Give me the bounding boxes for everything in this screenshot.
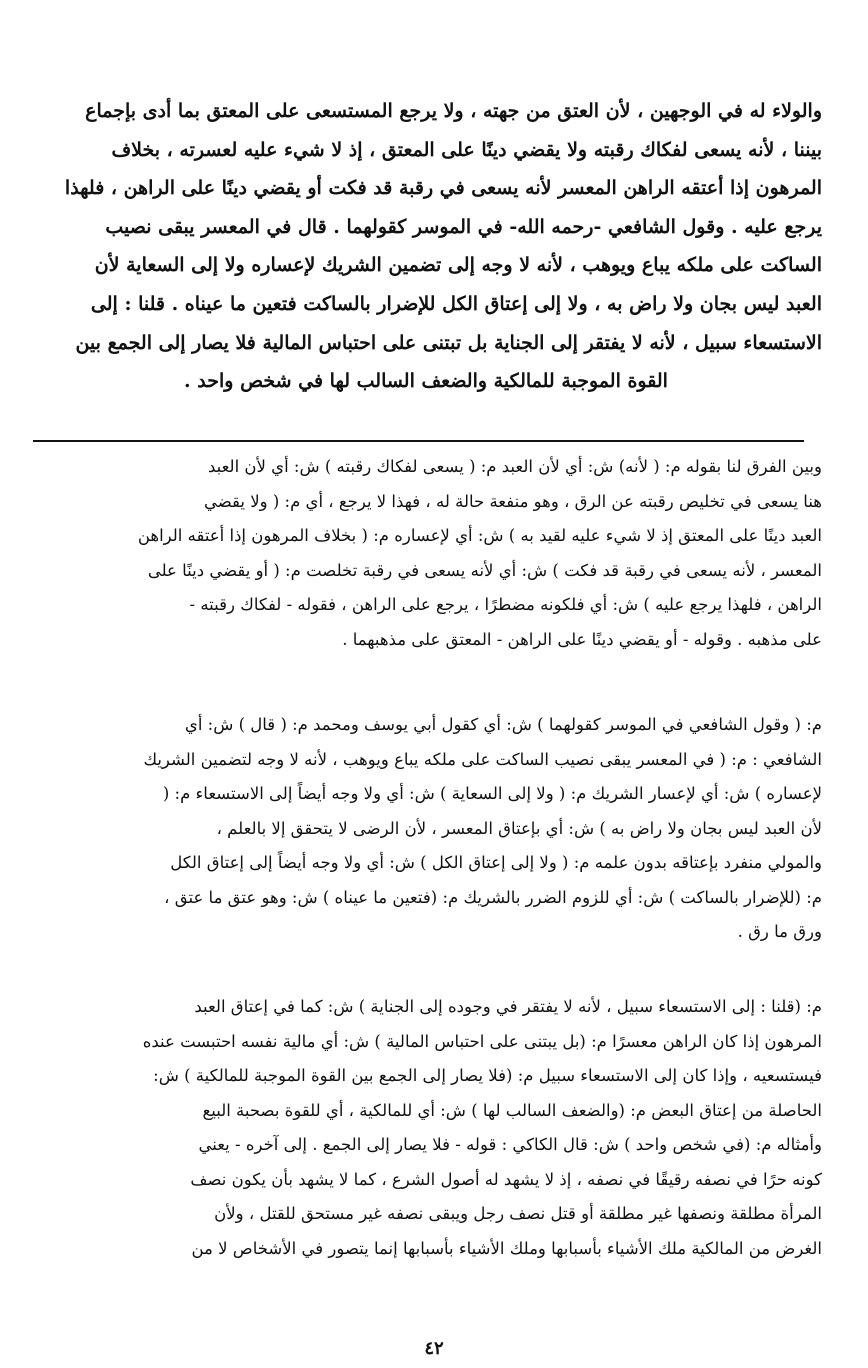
main-text-line: الساكت على ملكه يباع ويوهب ، لأنه لا وجه إلى تضمين الشريك لإعساره ولا إلى السعاية لأن xyxy=(94,254,822,277)
commentary-line: المرهون إذا كان الراهن معسرًا م: (بل يبتنى على احتباس المالية ) ش: أي مالية نفسه احتبست عنده xyxy=(142,1031,822,1051)
commentary-line: الشافعي : م: ( في المعسر يبقى نصيب الساكت على ملكه يباع ويوهب ، لأنه لا وجه لتضمين الشريك xyxy=(143,749,822,769)
commentary-line: العبد دينًا على المعتق إذ لا شيء عليه لقيد به ) ش: أي لإعساره م: ( بخلاف المرهون إذا أعتقه الراهن xyxy=(137,526,822,545)
commentary-paragraph-3 xyxy=(30,990,822,1266)
main-text-line: الاستسعاء سبيل ، لأنه لا يفتقر إلى الجناية بل تبتنى على احتباس المالية فلا يصار إلى الجمع بين xyxy=(75,331,822,354)
commentary-line: م: ( وقول الشافعي في الموسر كقولهما ) ش: أي كقول أبي يوسف ومحمد م: ( قال ) ش: أي xyxy=(184,715,822,734)
commentary-line: وبين الفرق لنا بقوله م: ( لأنه) ش: أي لأن العبد م: ( يسعى لفكاك رقبته ) ش: أي لأن العبد xyxy=(207,457,822,476)
section-divider xyxy=(33,440,804,442)
commentary-line: م: (للإضرار بالساكت ) ش: أي للزوم الضرر بالشريك م: (فتعين ما عيناه ) ش: وهو عتق ما عتق ، xyxy=(164,887,822,907)
commentary-line: ورق ما رق . xyxy=(737,922,822,941)
commentary-line: الحاصلة من إعتاق البعض م: (والضعف السالب لها ) ش: أي للمالكية ، أي للقوة بصحبة البيع xyxy=(202,1100,822,1120)
commentary-line: لإعساره ) ش: أي لإعسار الشريك م: ( ولا إلى السعاية ) ش: أي ولا وجه أيضاً إلى الاستسعاء م: ( xyxy=(162,784,822,803)
commentary-line: الراهن ، فلهذا يرجع عليه ) ش: أي فلكونه مضطرًا ، يرجع على الراهن ، فقوله - لفكاك رقبته - xyxy=(189,595,822,614)
page-number: ٤٢ xyxy=(424,1338,444,1359)
main-text-line: العبد ليس بجان ولا راض به ، ولا إلى إعتاق الكل للإضرار بالساكت فتعين ما عيناه . قلنا : إلى xyxy=(90,292,822,315)
commentary-paragraph-1 xyxy=(30,450,822,657)
main-text-line: القوة الموجبة للمالكية والضعف السالب لها في شخص واحد . xyxy=(184,370,668,393)
commentary-line: المرأة مطلقة ونصفها غير مطلقة أو قتل نصف رجل ويبقى نصفه غير مستحق للقتل ، ولأن xyxy=(214,1204,822,1223)
commentary-line: كونه حرًا في نصفه رقيقًا في نصفه ، إذ لا يشهد له أصول الشرع ، كما لا يشهد بأن يكون نصف xyxy=(190,1169,822,1189)
main-text-line: يرجع عليه . وقول الشافعي -رحمه الله- في الموسر كقولهما . قال في المعسر يبقى نصيب xyxy=(105,215,822,238)
commentary-line: م: (قلنا : إلى الاستسعاء سبيل ، لأنه لا يفتقر في وجوده إلى الجناية ) ش: كما في إعتاق العبد xyxy=(194,997,822,1016)
commentary-line: على مذهبه . وقوله - أو يقضي دينًا على الراهن - المعتق على مذهبهما . xyxy=(342,629,822,649)
commentary-line: الغرض من المالكية ملك الأشياء بأسبابها وملك الأشياء بأسبابها إنما يتصور في الأشخاص لا من xyxy=(191,1238,822,1258)
main-text-line: بيننا ، لأنه يسعى لفكاك رقبته ولا يقضي دينًا على المعتق ، إذ لا شيء عليه لعسرته ، بخلاف xyxy=(111,138,822,161)
main-text-block xyxy=(30,92,822,401)
commentary-line: وأمثاله م: (في شخص واحد ) ش: قال الكاكي : قوله - فلا يصار إلى الجمع . إلى آخره - يعني xyxy=(198,1135,822,1154)
commentary-line: فيستسعيه ، وإذا كان إلى الاستسعاء سبيل م: (فلا يصار إلى الجمع بين القوة الموجبة للمالكية ) ش: xyxy=(153,1066,822,1085)
commentary-paragraph-2 xyxy=(30,708,822,950)
main-text-line: المرهون إذا أعتقه الراهن المعسر لأنه يسعى في رقبة قد فكت أو يقضي دينًا على الراهن ، فلهذا xyxy=(64,177,822,200)
commentary-line: هنا يسعى في تخليص رقبته عن الرق ، وهو منفعة حالة له ، فهذا لا يرجع ، أي م: ( ولا يقضي xyxy=(203,491,822,511)
commentary-line: لأن العبد ليس بجان ولا راض به ) ش: أي بإعتاق المعسر ، لأن الرضى لا يتحقق إلا بالعلم ، xyxy=(216,818,822,838)
main-text-line: والولاء له في الوجهين ، لأن العتق من جهته ، ولا يرجع المستسعى على المعتق بما أدى بإجماع xyxy=(85,100,822,122)
commentary-line: والمولي منفرد بإعتاقه بدون علمه م: ( ولا إلى إعتاق الكل ) ش: أي ولا وجه أيضاً إلى إعتاق الكل xyxy=(170,853,822,872)
commentary-line: المعسر ، لأنه يسعى في رقبة قد فكت ) ش: أي لأنه يسعى في رقبة تخلصت م: ( أو يقضي دينًا على xyxy=(147,560,822,580)
